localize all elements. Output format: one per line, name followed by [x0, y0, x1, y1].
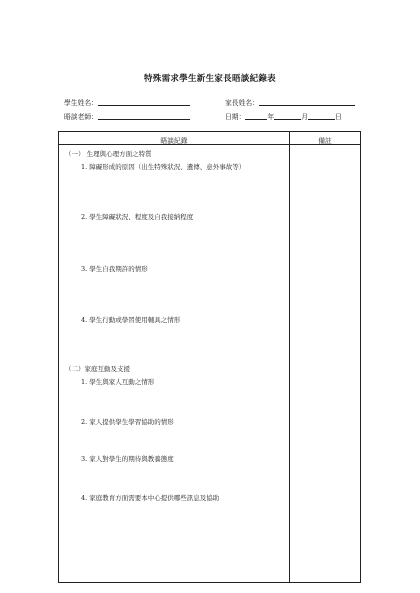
date-label: 日期： [225, 113, 246, 121]
list-item: 1. 學生與家人互動之情形 [81, 378, 155, 386]
column-divider [289, 132, 290, 582]
student-name-field [64, 97, 190, 107]
section-heading-physiological: （一） 生理與心理方面之特質 [65, 150, 152, 158]
month-label: 月 [301, 113, 308, 121]
table-header [59, 132, 360, 145]
parent-name-label: 家長姓名： [225, 99, 259, 107]
list-item: 3. 學生自我期許的情形 [81, 265, 148, 273]
section-heading-family: （二）家庭互動及支援 [65, 365, 130, 373]
header-record: 晤談紀錄 [160, 137, 188, 145]
parent-name-field [225, 97, 355, 107]
form-title: 特殊需求學生新生家長晤談紀錄表 [143, 74, 276, 84]
student-name-label: 學生姓名： [64, 99, 98, 107]
student-name-blank [98, 98, 190, 106]
interview-record-table [58, 131, 361, 583]
teacher-blank [98, 112, 190, 120]
teacher-field [64, 111, 190, 121]
list-item: 2. 學生障礙狀況、程度及自我接納程度 [81, 213, 194, 221]
list-item: 2. 家人提供學生學習協助的情形 [81, 418, 174, 426]
year-label: 年 [267, 113, 275, 121]
date-field [225, 111, 342, 121]
parent-name-blank [259, 98, 355, 106]
list-item: 4. 家庭教育方面需要本中心提供哪些訊息及協助 [81, 494, 220, 502]
month-blank [274, 112, 301, 120]
day-blank [308, 112, 335, 120]
day-label: 日 [334, 113, 342, 121]
list-item: 1. 障礙形成的原因（出生特殊狀況、遺傳、意外事故等） [81, 163, 246, 171]
year-blank [245, 112, 267, 120]
header-remark: 備註 [318, 137, 332, 145]
list-item: 4. 學生行動或學習使用輔具之情形 [81, 316, 181, 324]
list-item: 3. 家人對學生的期待與教養態度 [81, 455, 174, 463]
teacher-label: 晤談老師： [64, 113, 98, 121]
